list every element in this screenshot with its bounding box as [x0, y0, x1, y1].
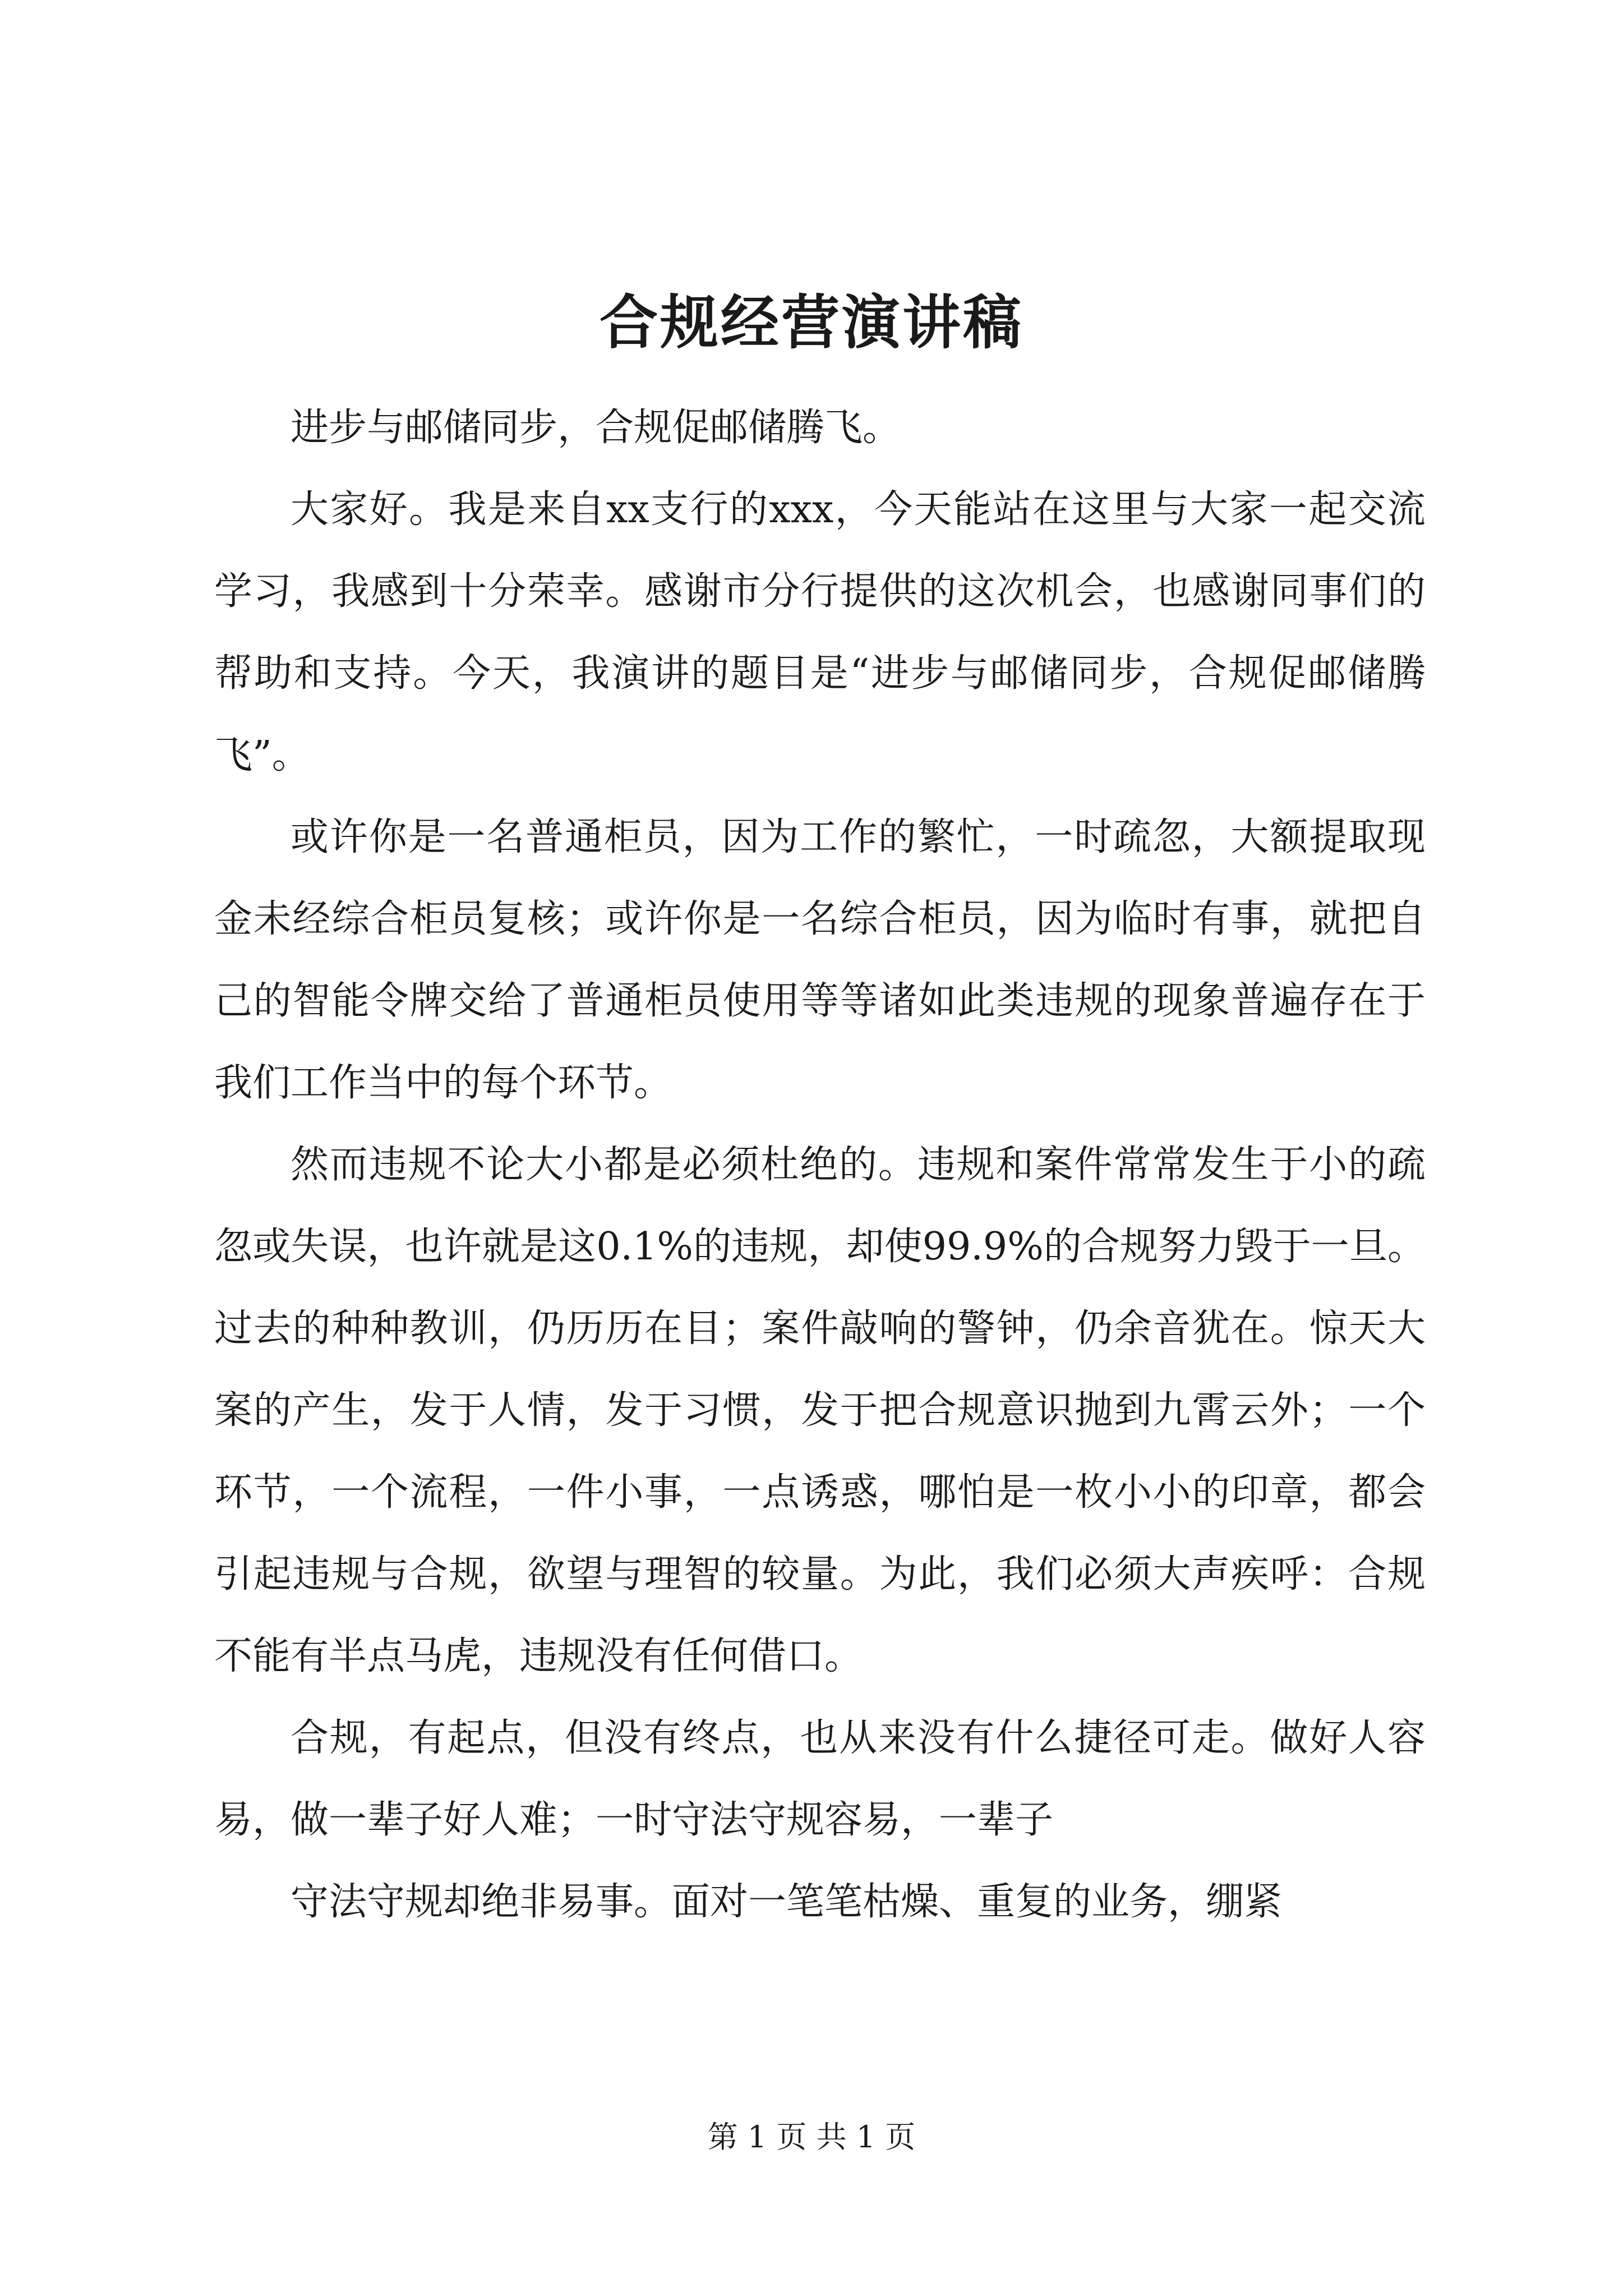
page-number-footer: 第 1 页 共 1 页 — [707, 2119, 916, 2155]
document-title: 合规经营演讲稿 — [599, 288, 1023, 357]
paragraph-2: 大家好。我是来自xx支行的xxx，今天能站在这里与大家一起交流学习，我感到十分荣幸。感谢市分行提供的这次机会，也感谢同事们的帮助和支持。今天，我演讲的题目是“进步与邮储同步，合规促邮储腾飞”。 — [214, 487, 1426, 777]
paragraph-3: 或许你是一名普通柜员，因为工作的繁忙，一时疏忽，大额提取现金未经综合柜员复核；或许你是一名综合柜员，因为临时有事，就把自己的智能令牌交给了普通柜员使用等等诸如此类违规的现象普遍存在于我们工作当中的每个环节。 — [214, 815, 1426, 1105]
paragraph-5: 合规，有起点，但没有终点，也从来没有什么捷径可走。做好人容易，做一辈子好人难；一时守法守规容易，一辈子 — [214, 1716, 1426, 1842]
paragraph-6: 守法守规却绝非易事。面对一笔笔枯燥、重复的业务，绷紧 — [291, 1880, 1283, 1924]
document-body — [214, 387, 1426, 1943]
paragraph-4: 然而违规不论大小都是必须杜绝的。违规和案件常常发生于小的疏忽或失误，也许就是这0.1%的违规，却使99.9%的合规努力毁于一旦。过去的种种教训，仍历历在目；案件敲响的警钟，仍余音犹在。惊天大案的产生，发于人情，发于习惯，发于把合规意识抛到九霄云外；一个环节，一个流程，一件小事，一点诱惑，哪怕是一枚小小的印章，都会引起违规与合规，欲望与理智的较量。为此，我们必须大声疾呼：合规不能有半点马虎，违规没有任何借口。 — [214, 1143, 1426, 1678]
paragraph-1: 进步与邮储同步，合规促邮储腾飞。 — [291, 406, 901, 450]
